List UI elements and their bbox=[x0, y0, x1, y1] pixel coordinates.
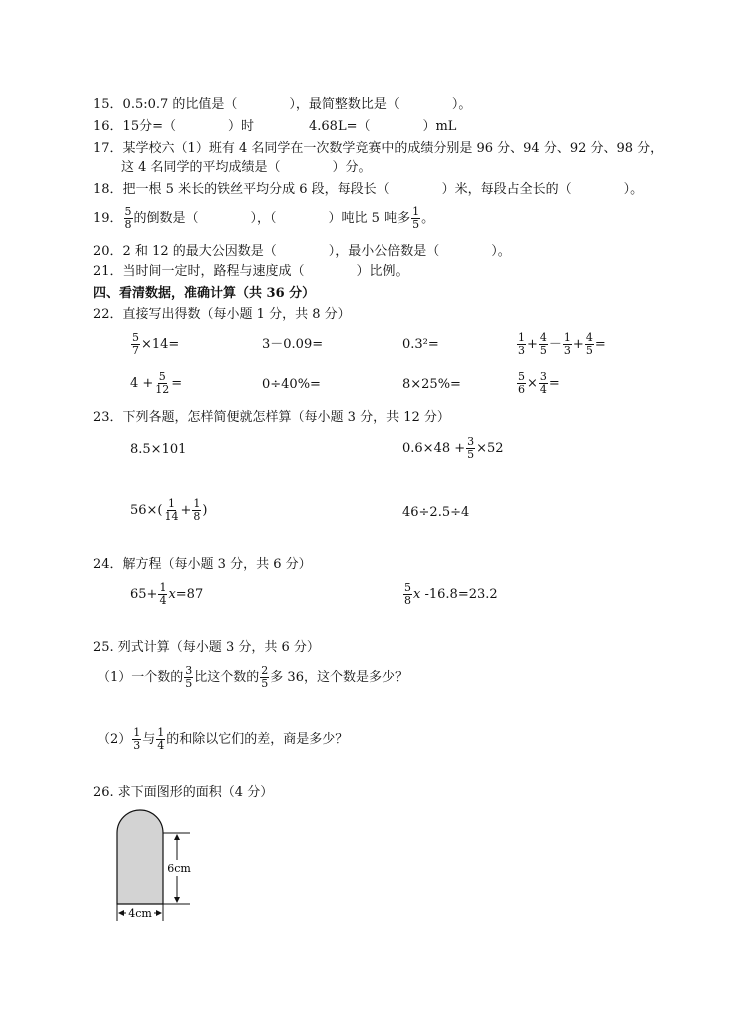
question-17-line-1: 17．某学校六（1）班有 4 名同学在一次数学竞赛中的成绩分别是 96 分、94 分、92 分、98 分， bbox=[93, 141, 664, 156]
numerator: 4 bbox=[585, 331, 593, 344]
fraction bbox=[132, 727, 141, 752]
text: 多 36，这个数是多少？ bbox=[270, 670, 408, 685]
q22-item-c: 0.3²= bbox=[402, 337, 439, 352]
q23-item-c bbox=[130, 496, 208, 526]
width-label: 4cm bbox=[128, 907, 152, 920]
variable: x bbox=[413, 587, 421, 602]
q24-equation-b bbox=[402, 580, 498, 610]
numerator: 5 bbox=[158, 370, 166, 383]
q19-fraction-1 bbox=[124, 206, 133, 231]
text: （1）一个数的 bbox=[97, 670, 184, 685]
denominator: 4 bbox=[539, 383, 547, 396]
fraction bbox=[517, 332, 526, 357]
expression: 56×( bbox=[130, 503, 163, 518]
numerator: 1 bbox=[412, 205, 420, 218]
fraction bbox=[184, 665, 193, 690]
fraction bbox=[466, 436, 475, 461]
q22-item-h bbox=[516, 369, 560, 399]
denominator: 14 bbox=[164, 510, 179, 523]
denominator: 4 bbox=[159, 594, 167, 607]
height-arrow-top bbox=[174, 834, 180, 840]
numerator: 1 bbox=[518, 331, 525, 344]
numerator: 3 bbox=[185, 664, 193, 677]
text: （2） bbox=[97, 732, 132, 747]
numerator: 1 bbox=[159, 581, 167, 594]
fraction bbox=[539, 371, 548, 396]
question-26-title: 26. 求下面图形的面积（4 分） bbox=[93, 785, 274, 800]
q24-equation-a bbox=[130, 580, 203, 610]
denominator: 8 bbox=[404, 594, 411, 607]
height-arrow-bottom bbox=[174, 897, 180, 903]
q19-prefix: 19． bbox=[93, 211, 123, 226]
denominator: 3 bbox=[563, 344, 571, 357]
width-arrow-left bbox=[118, 910, 124, 916]
height-label: 6cm bbox=[167, 862, 191, 875]
equals: = bbox=[594, 337, 606, 352]
denominator: 3 bbox=[133, 739, 141, 752]
denominator: 5 bbox=[467, 448, 475, 461]
denominator: 7 bbox=[132, 344, 139, 357]
q22-item-f: 0÷40%= bbox=[262, 377, 321, 392]
numerator: 2 bbox=[261, 664, 269, 677]
expression: 65+ bbox=[130, 587, 158, 602]
operator: － bbox=[548, 337, 562, 352]
expression: ) bbox=[202, 503, 208, 518]
numerator: 1 bbox=[157, 726, 165, 739]
fraction bbox=[585, 332, 594, 357]
denominator: 5 bbox=[539, 344, 547, 357]
fraction bbox=[164, 498, 180, 523]
q22-item-e bbox=[130, 369, 182, 399]
q19-middle: 的倒数是（ ），（ ）吨比 5 吨多 bbox=[133, 211, 411, 226]
denominator: 8 bbox=[124, 218, 132, 231]
numerator: 1 bbox=[563, 331, 571, 344]
fraction bbox=[156, 727, 165, 752]
expression: ×52 bbox=[476, 441, 504, 456]
question-16-part-b: 4.68L=（ ）mL bbox=[309, 119, 457, 134]
q23-item-b bbox=[402, 434, 504, 464]
denominator: 5 bbox=[412, 218, 420, 231]
operator: + bbox=[527, 337, 538, 352]
denominator: 4 bbox=[157, 739, 165, 752]
numerator: 5 bbox=[404, 581, 411, 594]
fraction bbox=[192, 498, 201, 523]
text: 比这个数的 bbox=[194, 670, 260, 685]
text: 的和除以它们的差，商是多少？ bbox=[166, 732, 349, 747]
numerator: 1 bbox=[133, 726, 141, 739]
q25-part-1 bbox=[97, 663, 408, 693]
question-22-title: 22．直接写出得数（每小题 1 分，共 8 分） bbox=[93, 307, 351, 322]
q23-item-a: 8.5×101 bbox=[130, 442, 187, 457]
question-20: 20．2 和 12 的最大公因数是（ ），最小公倍数是（ ）。 bbox=[93, 244, 511, 259]
variable: x bbox=[168, 587, 176, 602]
operator: × bbox=[527, 376, 538, 391]
denominator: 12 bbox=[155, 383, 170, 396]
numerator: 5 bbox=[132, 331, 139, 344]
expression: 0.6×48 + bbox=[402, 441, 466, 456]
q22-item-b: 3－0.09= bbox=[262, 337, 324, 352]
expression: ×14= bbox=[141, 337, 180, 352]
denominator: 3 bbox=[518, 344, 525, 357]
denominator: 5 bbox=[585, 344, 593, 357]
numerator: 1 bbox=[193, 497, 201, 510]
question-16-part-a: 16．15分=（ ）时 bbox=[93, 119, 254, 134]
equals: = bbox=[548, 376, 560, 391]
fraction bbox=[539, 332, 548, 357]
question-21: 21．当时间一定时，路程与速度成（ ）比例。 bbox=[93, 264, 409, 279]
q25-part-2 bbox=[97, 725, 348, 755]
q19-fraction-2 bbox=[411, 206, 420, 231]
question-17-line-2: 这 4 名同学的平均成绩是（ ）分。 bbox=[121, 160, 372, 175]
fraction bbox=[403, 582, 412, 607]
fraction bbox=[131, 332, 140, 357]
q19-end: 。 bbox=[421, 211, 435, 226]
q23-item-d: 46÷2.5÷4 bbox=[402, 505, 470, 520]
question-23-title: 23．下列各题，怎样简便就怎样算（每小题 3 分，共 12 分） bbox=[93, 410, 450, 425]
shape-rect-semicircle bbox=[117, 810, 163, 904]
expression: =87 bbox=[175, 587, 204, 602]
q22-item-d bbox=[516, 330, 606, 360]
numerator: 4 bbox=[539, 331, 547, 344]
denominator: 8 bbox=[193, 510, 201, 523]
section-4-title: 四、看清数据，准确计算（共 36 分） bbox=[93, 286, 316, 301]
expression: -16.8=23.2 bbox=[420, 587, 498, 602]
question-18: 18．把一根 5 米长的铁丝平均分成 6 段，每段长（ ）米，每段占全长的（ ）。 bbox=[93, 182, 644, 197]
q22-item-a bbox=[130, 330, 179, 360]
fraction bbox=[154, 371, 170, 396]
shape-figure bbox=[105, 803, 215, 928]
equals: = bbox=[171, 376, 183, 391]
fraction bbox=[158, 582, 167, 607]
operator: + bbox=[572, 337, 584, 352]
fraction bbox=[517, 371, 526, 396]
fraction bbox=[563, 332, 572, 357]
question-24-title: 24．解方程（每小题 3 分，共 6 分） bbox=[93, 557, 312, 572]
numerator: 5 bbox=[124, 205, 132, 218]
numerator: 3 bbox=[467, 435, 475, 448]
text: 与 bbox=[142, 732, 156, 747]
operator: + bbox=[180, 503, 192, 518]
denominator: 6 bbox=[518, 383, 525, 396]
expression: 4 + bbox=[130, 376, 154, 391]
question-25-title: 25. 列式计算（每小题 3 分，共 6 分） bbox=[93, 640, 320, 655]
denominator: 5 bbox=[185, 677, 193, 690]
fraction bbox=[260, 665, 269, 690]
width-arrow-right bbox=[156, 910, 162, 916]
numerator: 3 bbox=[539, 370, 547, 383]
denominator: 5 bbox=[261, 677, 269, 690]
question-15: 15．0.5:0.7 的比值是（ ），最简整数比是（ ）。 bbox=[93, 97, 472, 112]
q22-item-g: 8×25%= bbox=[402, 377, 461, 392]
numerator: 1 bbox=[168, 497, 176, 510]
question-19 bbox=[93, 204, 434, 234]
numerator: 5 bbox=[518, 370, 525, 383]
